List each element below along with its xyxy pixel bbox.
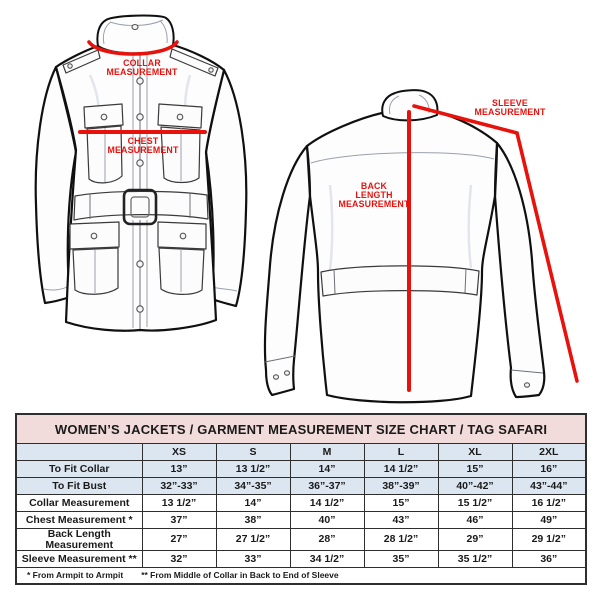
measurement-value: 38”-39” [364,478,438,495]
measurement-value: 28 1/2” [364,529,438,551]
table-row [16,495,586,512]
measurement-value: 13” [142,461,216,478]
measurement-row-label: To Fit Bust [16,478,142,495]
size-column-header: 2XL [512,444,586,461]
footnote-sleeve: ** From Middle of Collar in Back to End of Sleeve [141,570,339,581]
table-row [16,529,586,551]
measurement-value: 36”-37” [290,478,364,495]
footnotes [16,568,586,585]
back-torso [307,112,497,402]
back-length-measurement-label: MEASUREMENT [338,199,410,209]
chest-measurement-label: CHEST [127,136,159,146]
measurement-row-label: Chest Measurement * [16,512,142,529]
size-column-header: XL [438,444,512,461]
measurement-value: 14” [216,495,290,512]
footnote-row [16,568,586,585]
measurement-value: 32” [142,551,216,568]
measurement-value: 46” [438,512,512,529]
front-button [137,160,143,166]
footnote-armpit: * From Armpit to Armpit [27,570,124,581]
measurement-value: 34”-35” [216,478,290,495]
measurement-value: 14 1/2” [290,495,364,512]
measurement-value: 33” [216,551,290,568]
back-length-measurement-label: LENGTH [355,190,393,200]
measurement-row-label: To Fit Collar [16,461,142,478]
measurement-value: 43” [364,512,438,529]
size-column-header: L [364,444,438,461]
size-column-header: M [290,444,364,461]
sleeve-measurement-label: SLEEVE [492,98,528,108]
collar-measurement-label: COLLAR [123,58,161,68]
front-button [137,78,143,84]
measurement-value: 16” [512,461,586,478]
measurement-value: 32”-33” [142,478,216,495]
measurement-value: 15” [364,495,438,512]
measurement-value: 40” [290,512,364,529]
measurement-value: 29” [438,529,512,551]
measurement-value: 34 1/2” [290,551,364,568]
measurement-value: 49” [512,512,586,529]
empty-corner-cell [16,444,142,461]
table-row [16,512,586,529]
measurement-row-label: Back Length Measurement [16,529,142,551]
measurement-row-label: Sleeve Measurement ** [16,551,142,568]
measurement-value: 14 1/2” [364,461,438,478]
size-column-header: XS [142,444,216,461]
size-header-row [16,444,586,461]
measurement-value: 35” [364,551,438,568]
title-row [16,414,586,444]
measurement-value: 14” [290,461,364,478]
size-column-header: S [216,444,290,461]
measurement-value: 37” [142,512,216,529]
measurement-value: 27” [142,529,216,551]
collar-measurement-label: MEASUREMENT [106,67,178,77]
size-chart-table [15,413,587,585]
measurement-value: 27 1/2” [216,529,290,551]
measurement-value: 43”-44” [512,478,586,495]
chest-measurement-label: MEASUREMENT [107,145,179,155]
front-collar [97,16,173,54]
measurement-value: 35 1/2” [438,551,512,568]
back-right-sleeve [495,143,544,397]
front-button [137,261,143,267]
table-row [16,478,586,495]
measurement-value: 40”-42” [438,478,512,495]
table-row [16,551,586,568]
measurement-value: 15 1/2” [438,495,512,512]
table-row [16,461,586,478]
chart-title: WOMEN’S JACKETS / GARMENT MEASUREMENT SIZE CHART / TAG SAFARI [16,414,586,444]
sleeve-measurement-label: MEASUREMENT [474,107,546,117]
back-jacket-illustration [265,90,544,402]
measurement-row-label: Collar Measurement [16,495,142,512]
front-button [137,306,143,312]
measurement-value: 15” [438,461,512,478]
measurement-value: 16 1/2” [512,495,586,512]
front-button [137,114,143,120]
measurement-value: 38” [216,512,290,529]
measurement-value: 28” [290,529,364,551]
back-length-measurement-label: BACK [360,181,388,191]
measurement-value: 29 1/2” [512,529,586,551]
measurement-value: 36” [512,551,586,568]
measurement-value: 13 1/2” [216,461,290,478]
measurement-value: 13 1/2” [142,495,216,512]
